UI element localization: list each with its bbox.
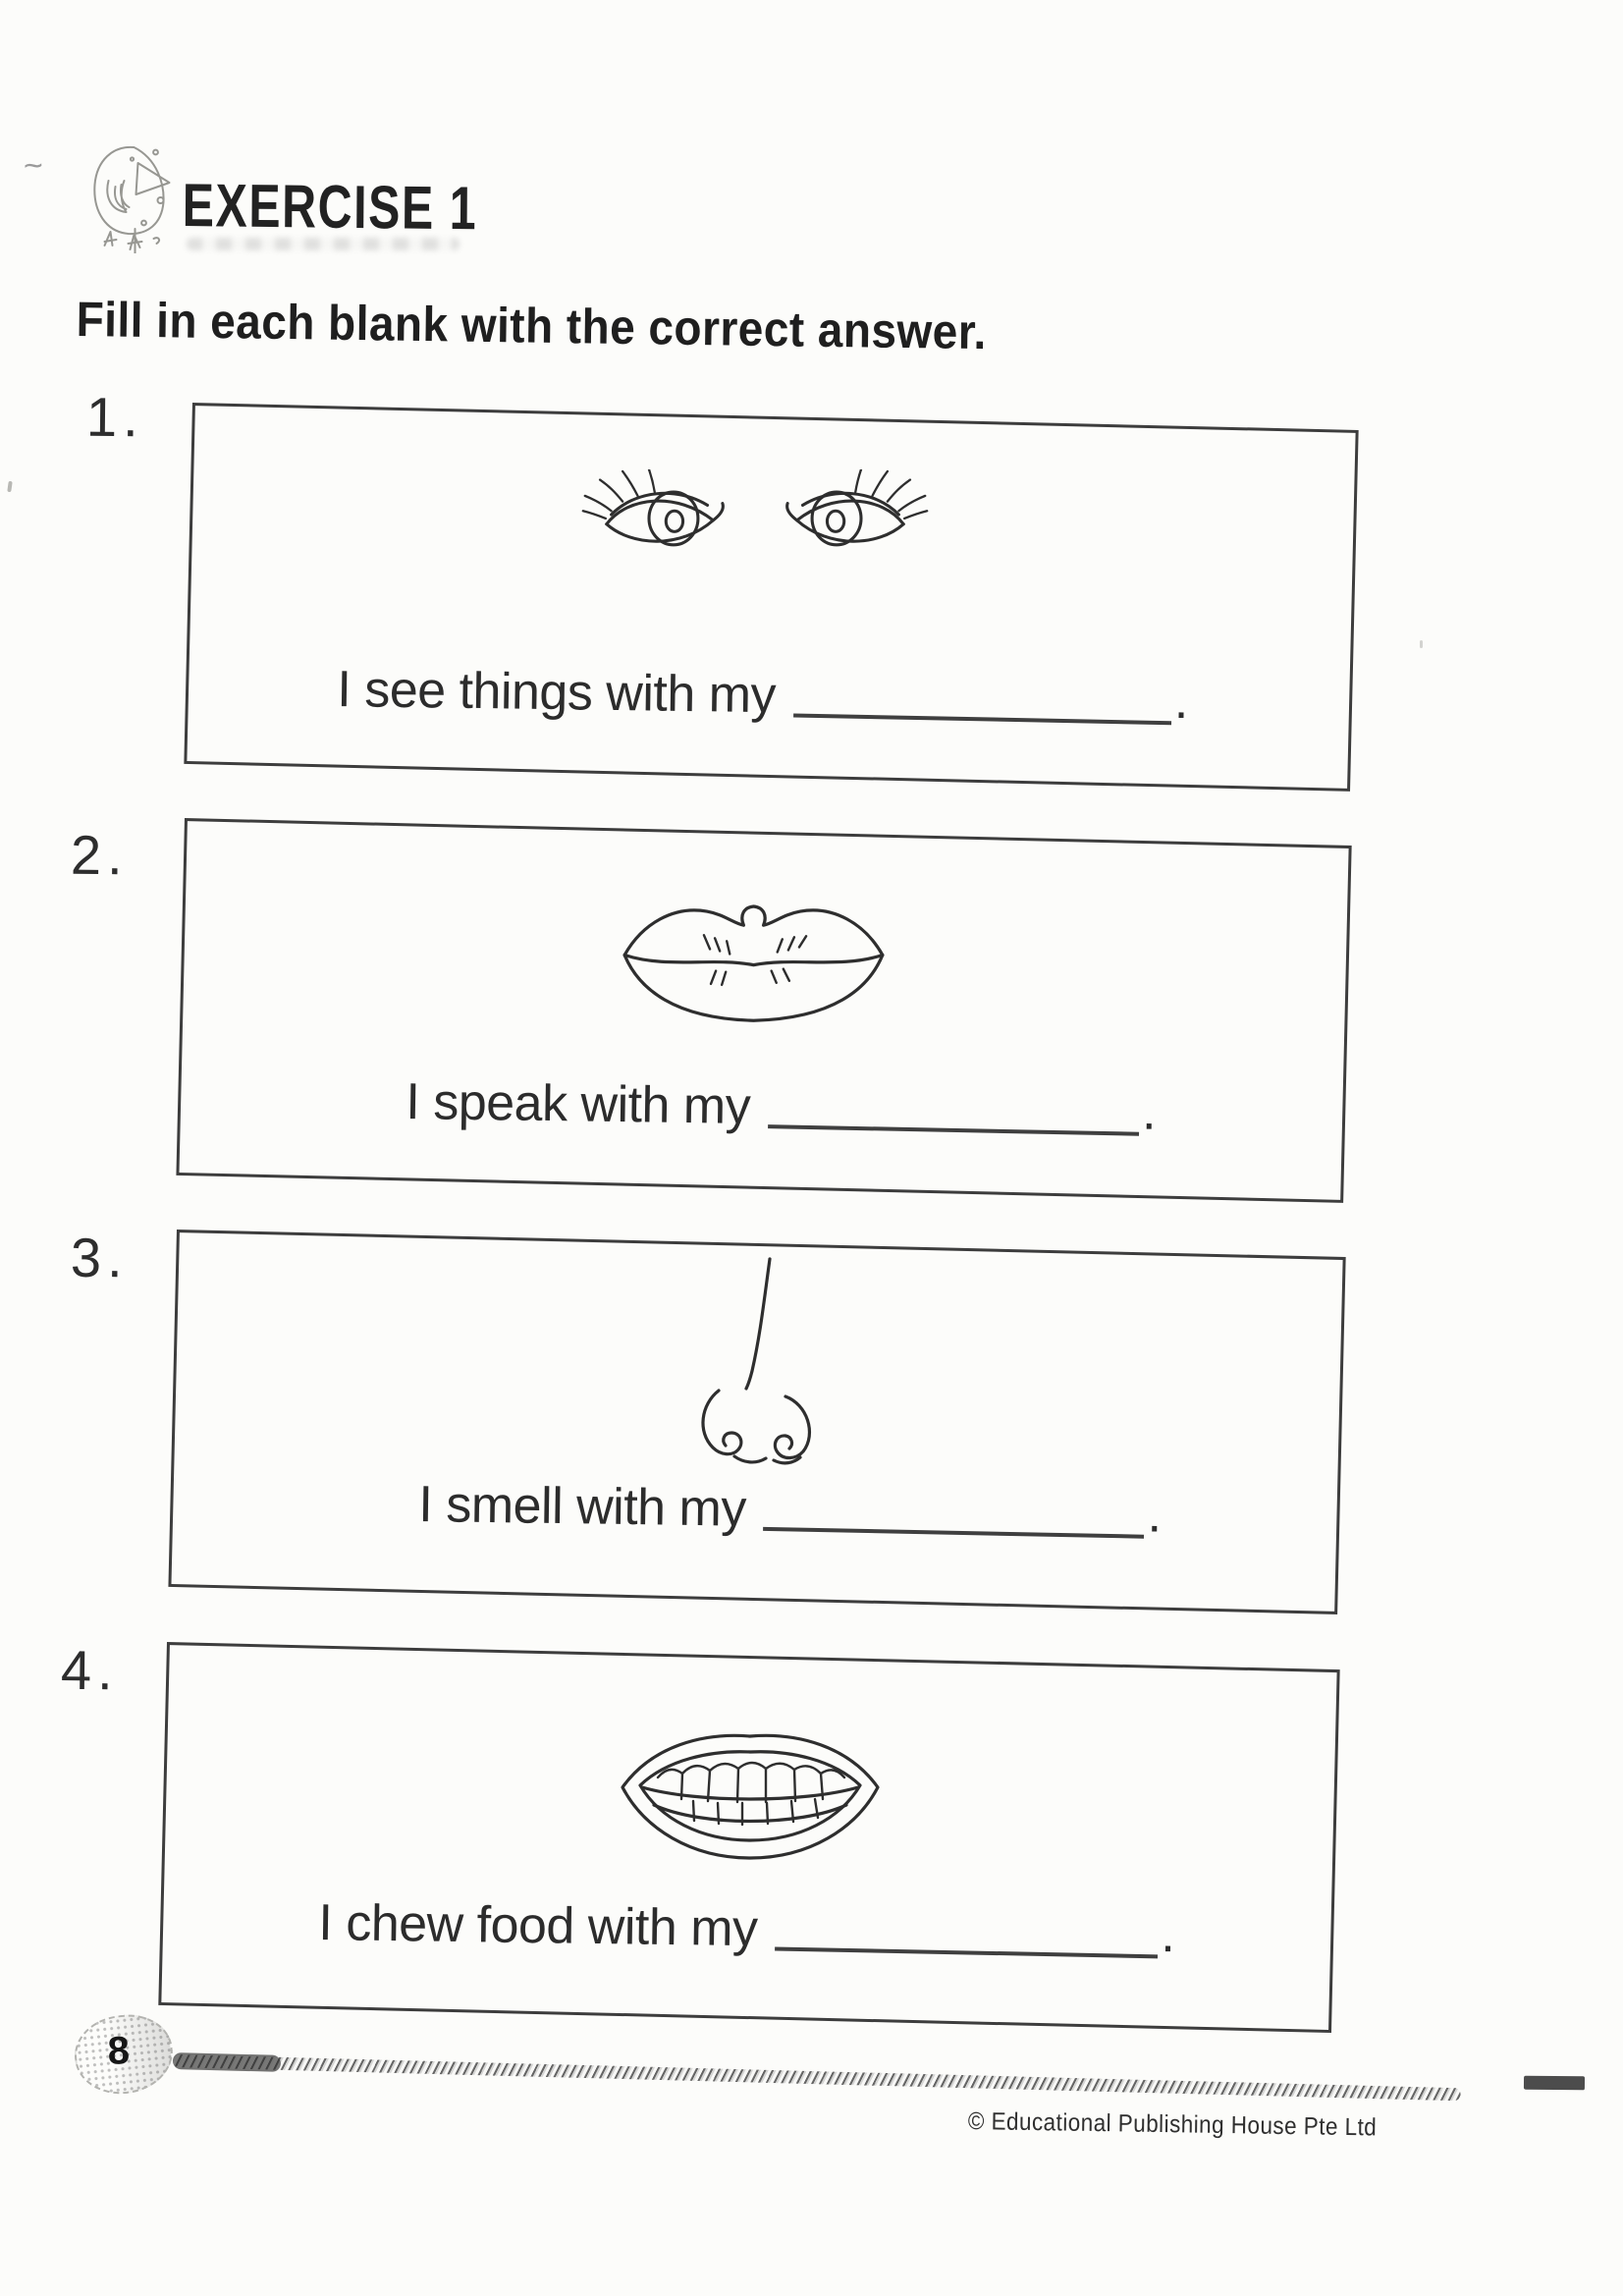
fill-in-sentence bbox=[418, 1475, 1162, 1545]
lips-icon bbox=[613, 876, 895, 1033]
scan-smudge bbox=[187, 238, 460, 250]
answer-blank bbox=[768, 1083, 1140, 1136]
scan-speck bbox=[1420, 640, 1423, 648]
page-number-badge bbox=[71, 2010, 177, 2099]
sentence-text: I see things with my bbox=[337, 661, 777, 725]
answer-blank bbox=[763, 1486, 1145, 1539]
fill-in-sentence bbox=[406, 1072, 1157, 1142]
answer-blank bbox=[775, 1906, 1159, 1959]
eyes-icon bbox=[572, 469, 938, 564]
mouth-teeth-icon bbox=[611, 1719, 890, 1866]
sentence-period: . bbox=[1161, 1905, 1175, 1964]
fill-in-sentence bbox=[318, 1893, 1175, 1964]
fill-in-sentence bbox=[337, 660, 1188, 731]
sentence-period: . bbox=[1141, 1083, 1157, 1141]
item-number: 1. bbox=[85, 385, 145, 449]
item-number: 4. bbox=[60, 1638, 120, 1702]
footer-right-dash bbox=[1524, 2076, 1585, 2091]
page-number: 8 bbox=[106, 2029, 131, 2073]
item-number: 2. bbox=[70, 823, 130, 887]
chick-icon bbox=[82, 137, 177, 253]
sentence-text: I speak with my bbox=[406, 1073, 751, 1135]
sentence-text: I smell with my bbox=[418, 1476, 747, 1538]
sentence-period: . bbox=[1173, 672, 1189, 731]
footer-hatched-rule bbox=[173, 2054, 1461, 2101]
scan-speck bbox=[7, 481, 12, 492]
scan-mark-tilde: ~ bbox=[22, 146, 45, 186]
sentence-text: I chew food with my bbox=[318, 1894, 758, 1958]
answer-blank bbox=[793, 672, 1172, 725]
question-box bbox=[184, 403, 1358, 792]
copyright-text: © Educational Publishing House Pte Ltd bbox=[967, 2107, 1378, 2142]
instruction-text: Fill in each blank with the correct answer. bbox=[76, 291, 988, 360]
item-number: 3. bbox=[70, 1226, 130, 1289]
sentence-period: . bbox=[1147, 1486, 1163, 1544]
page-title: EXERCISE 1 bbox=[182, 171, 478, 244]
nose-icon bbox=[658, 1253, 858, 1477]
